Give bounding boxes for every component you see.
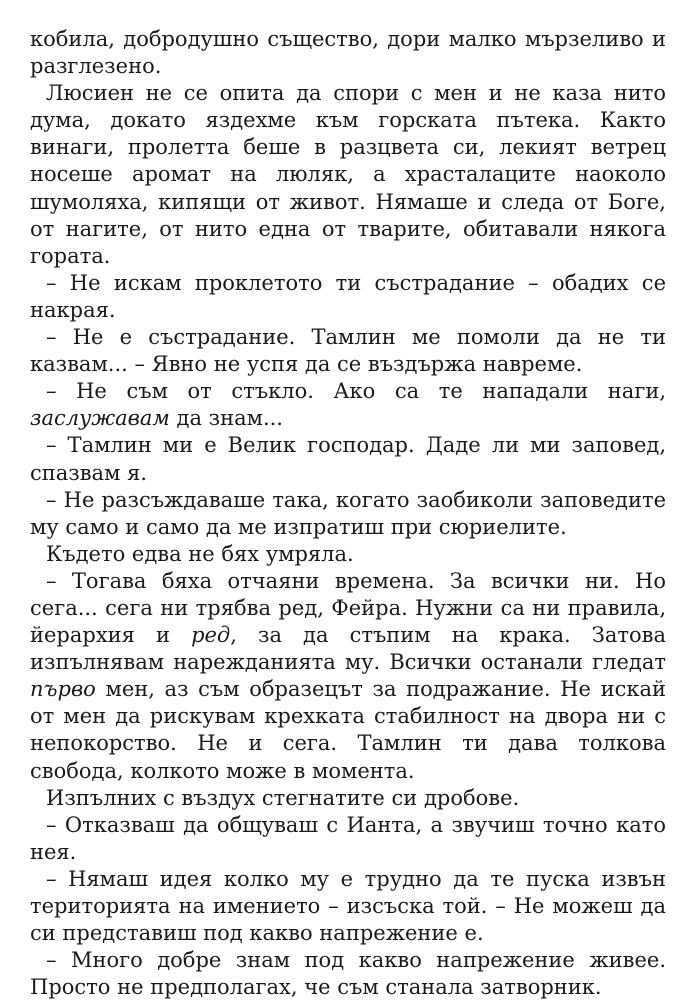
emphasized-text: заслужавам [30, 406, 170, 431]
text-segment: – Много добре знам под какво напрежение живее. Просто не предполагах, че съм станала затворник. [30, 948, 666, 1000]
paragraph [30, 947, 666, 1001]
text-segment: – Не разсъждаваше така, когато заобиколи заповедите му само и само да ме изпратиш при сюриелите. [30, 487, 666, 539]
text-segment: Изпълних с въздух стегнатите си дробове. [46, 785, 520, 810]
text-segment: , за да стъпим на крака. Затова изпълнявам нарежданията му. Всички останали гледат [30, 623, 666, 675]
paragraph [30, 26, 666, 80]
text-segment: – Тогава бяха отчаяни времена. За всички ни. Но сега... сега ни трябва ред, Фейра. Нужни са ни правила, йерархия и [30, 568, 666, 648]
paragraph [30, 541, 666, 568]
paragraph [30, 568, 666, 785]
text-segment: – Не е състрадание. Тамлин ме помоли да не ти казвам... – Явно не успя да се въздържа навреме. [30, 325, 666, 377]
paragraph [30, 270, 666, 324]
text-segment: кобила, добродушно същество, дори малко мързеливо и разглезено. [30, 27, 666, 79]
paragraph [30, 80, 666, 270]
paragraph [30, 432, 666, 486]
text-segment: да знам... [169, 406, 283, 431]
text-segment: – Отказваш да общуваш с Ианта, а звучиш точно като нея. [30, 812, 666, 864]
text-segment: – Тамлин ми е Велик господар. Даде ли ми заповед, спазвам я. [30, 433, 666, 485]
text-segment: Люсиен не се опита да спори с мен и не каза нито дума, докато яздехме към горската пътека. Както винаги, пролетта беше в разцвета си, лекият ветрец носеше аромат на люляк, а храсталаците наоколо шумоляха, кипящи от живот. Нямаше и следа от Боге, от нагите, от нито една от тварите, обитавали някога гората. [30, 81, 666, 268]
book-page [30, 26, 666, 1001]
text-segment: мен, аз съм образецът за подражание. Не искай от мен да рискувам крехката стабилност на двора ни с непокорство. Не и сега. Тамлин ти дава толкова свобода, колкото може в момента. [30, 677, 666, 783]
paragraph [30, 866, 666, 947]
text-segment: – Не искам проклетото ти състрадание – обадих се накрая. [30, 270, 666, 322]
paragraph [30, 812, 666, 866]
text-segment: – Не съм от стъкло. Ако са те нападали наги, [46, 379, 666, 404]
emphasized-text: ред [191, 623, 231, 648]
paragraph [30, 378, 666, 432]
paragraph [30, 324, 666, 378]
emphasized-text: първо [30, 677, 96, 702]
text-segment: Където едва не бях умряла. [46, 541, 354, 566]
paragraph [30, 785, 666, 812]
paragraph [30, 487, 666, 541]
text-segment: – Нямаш идея колко му е трудно да те пуска извън територията на имението – изсъска той. – Не можеш да си представиш под какво напрежение е. [30, 866, 666, 946]
